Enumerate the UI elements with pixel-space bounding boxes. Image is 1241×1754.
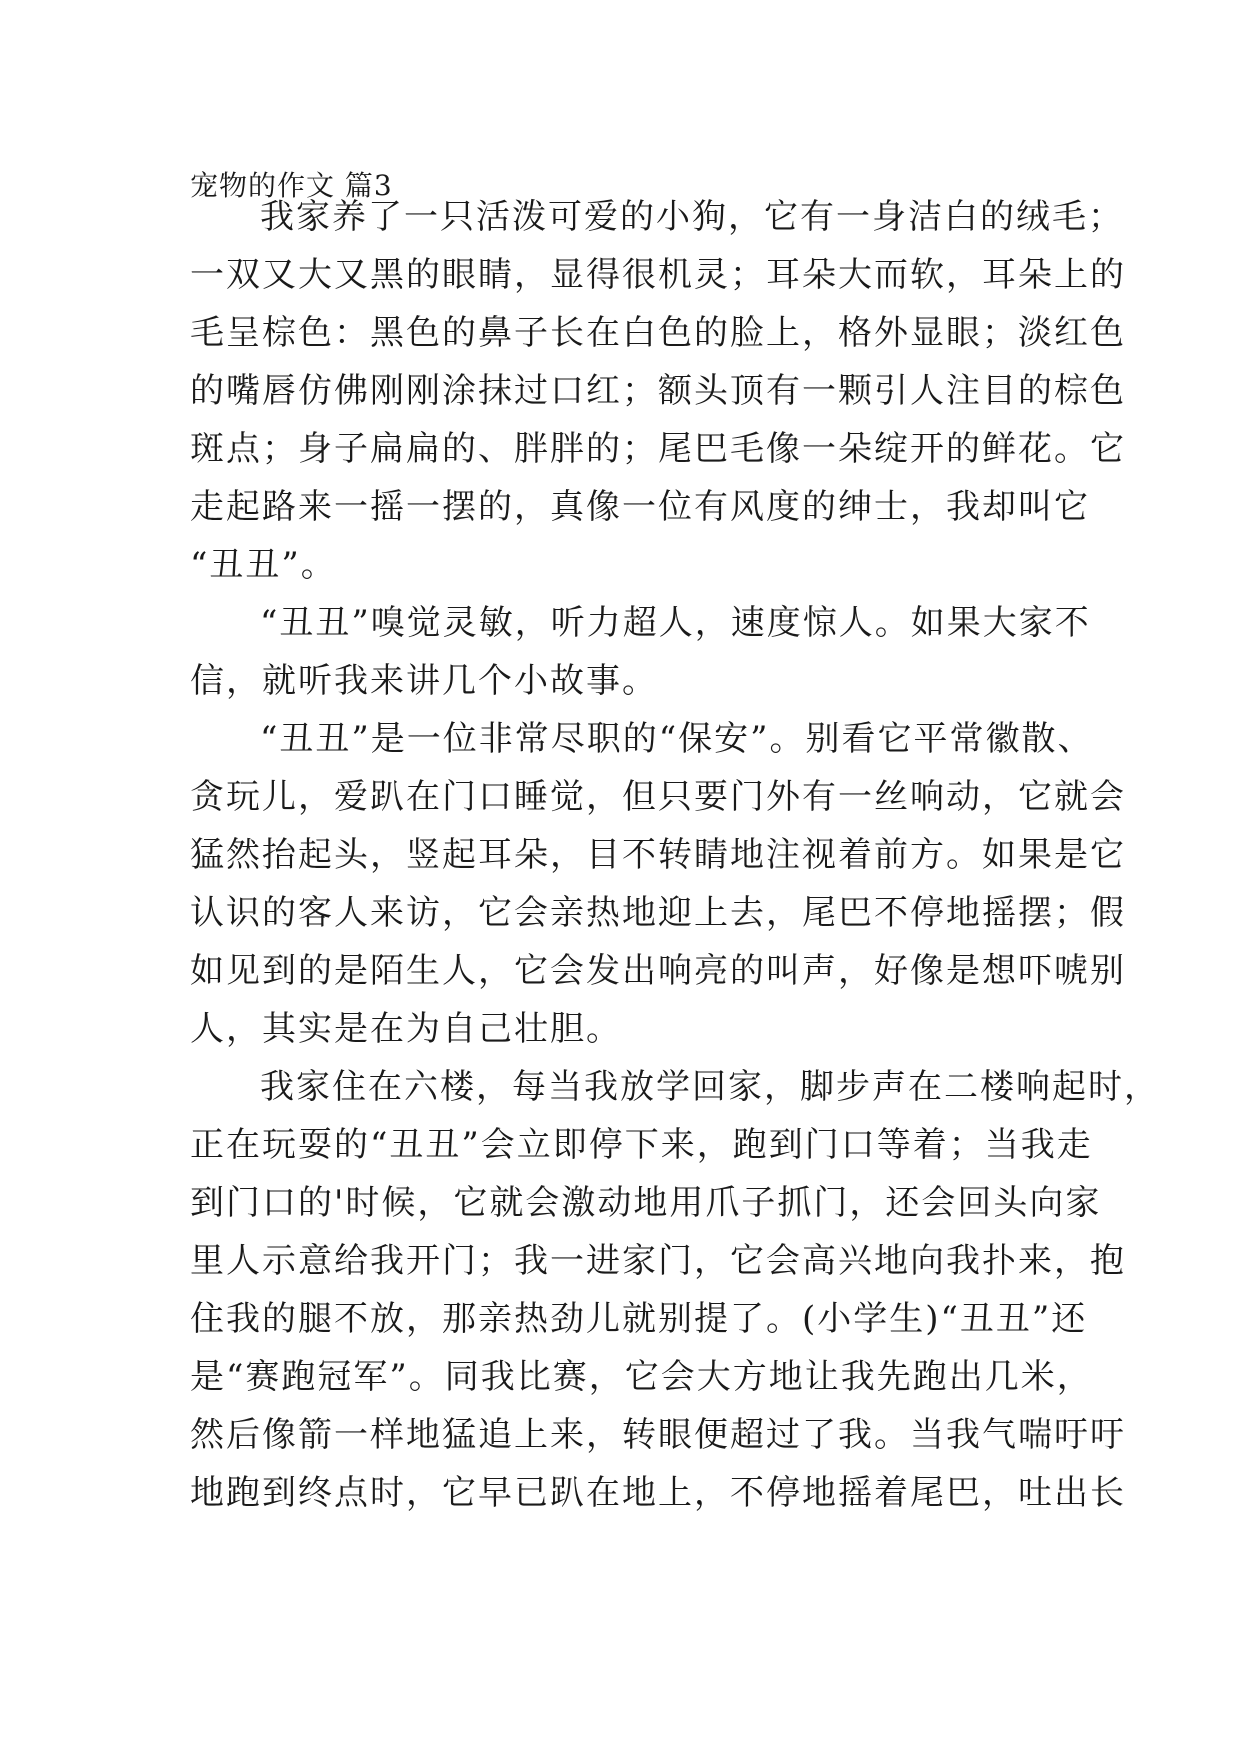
text-line: 是“赛跑冠军”。同我比赛，它会大方地让我先跑出几米， <box>190 1357 1093 1397</box>
text-line: 贪玩儿，爱趴在门口睡觉，但只要门外有一丝响动，它就会 <box>190 777 1126 817</box>
text-line: 住我的腿不放，那亲热劲儿就别提了。(小学生)“丑丑”还 <box>190 1299 1088 1339</box>
text-line: “丑丑”。 <box>190 545 337 585</box>
text-line: “丑丑”嗅觉灵敏，听力超人，速度惊人。如果大家不 <box>260 603 1091 643</box>
text-line: 我家养了一只活泼可爱的小狗，它有一身洁白的绒毛； <box>260 197 1124 237</box>
text-line: 走起路来一摇一摆的，真像一位有风度的绅士，我却叫它 <box>190 487 1090 527</box>
paragraph-1 <box>190 188 1126 594</box>
document-title: 宠物的作文 篇3 <box>190 169 393 202</box>
text-line: 认识的客人来访，它会亲热地迎上去，尾巴不停地摇摆；假 <box>190 893 1126 933</box>
text-line: “丑丑”是一位非常尽职的“保安”。别看它平常徽散、 <box>260 719 1094 759</box>
paragraph-4 <box>190 1058 1160 1522</box>
paragraph-3 <box>190 710 1126 1058</box>
text-line: 如见到的是陌生人，它会发出响亮的叫声，好像是想吓唬别 <box>190 951 1126 991</box>
text-line: 里人示意给我开门；我一进家门，它会高兴地向我扑来，抱 <box>190 1241 1126 1281</box>
text-line: 毛呈棕色：黑色的鼻子长在白色的脸上，格外显眼；淡红色 <box>190 313 1126 353</box>
text-line: 正在玩耍的“丑丑”会立即停下来，跑到门口等着；当我走 <box>190 1125 1093 1165</box>
text-line: 信，就听我来讲几个小故事。 <box>190 661 658 701</box>
text-line: 斑点；身子扁扁的、胖胖的；尾巴毛像一朵绽开的鲜花。它 <box>190 429 1126 469</box>
text-line: 一双又大又黑的眼睛，显得很机灵；耳朵大而软，耳朵上的 <box>190 255 1126 295</box>
text-line: 的嘴唇仿佛刚刚涂抹过口红；额头顶有一颗引人注目的棕色 <box>190 371 1126 411</box>
text-line: 人，其实是在为自己壮胆。 <box>190 1009 622 1049</box>
text-line: 猛然抬起头，竖起耳朵，目不转睛地注视着前方。如果是它 <box>190 835 1126 875</box>
text-line: 然后像箭一样地猛追上来，转眼便超过了我。当我气喘吁吁 <box>190 1415 1126 1455</box>
text-line: 到门口的'时候，它就会激动地用爪子抓门，还会回头向家 <box>190 1183 1102 1223</box>
text-line: 我家住在六楼，每当我放学回家，脚步声在二楼响起时， <box>260 1067 1160 1107</box>
paragraph-2 <box>190 594 1090 710</box>
text-line: 地跑到终点时，它早已趴在地上，不停地摇着尾巴，吐出长 <box>190 1473 1126 1513</box>
